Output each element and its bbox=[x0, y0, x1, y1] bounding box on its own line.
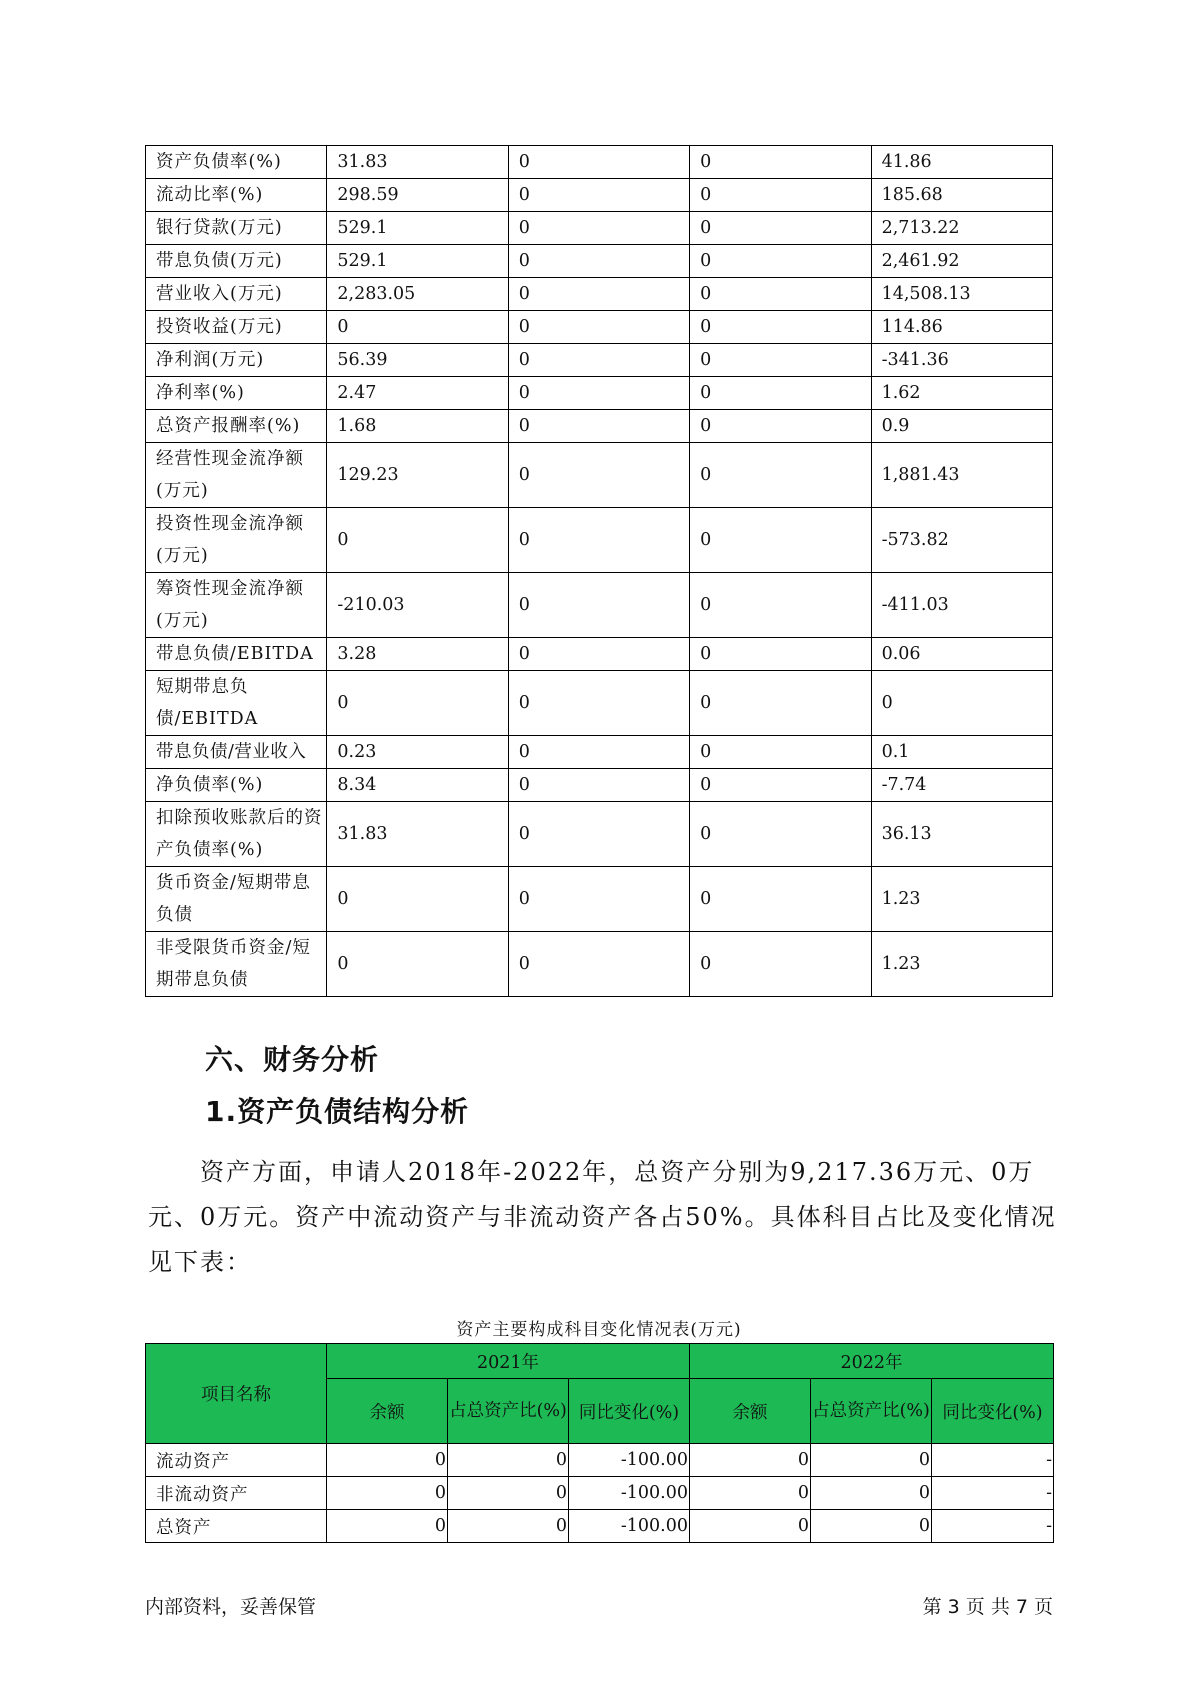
cell-value: 0 bbox=[508, 573, 689, 638]
subsection-heading: 1.资产负债结构分析 bbox=[205, 1095, 470, 1128]
cell-value: 0 bbox=[690, 377, 871, 410]
cell-value: -100.00 bbox=[569, 1510, 690, 1543]
cell-value: 1,881.43 bbox=[871, 443, 1052, 508]
cell-value: 0 bbox=[508, 245, 689, 278]
row-label: 非流动资产 bbox=[146, 1477, 327, 1510]
header-ratio bbox=[811, 1379, 932, 1444]
header-yoy: 同比变化(%) bbox=[569, 1379, 690, 1444]
cell-value: 0 bbox=[690, 1510, 811, 1543]
table-row bbox=[146, 671, 1053, 736]
cell-value: 0 bbox=[690, 311, 871, 344]
cell-value: 0 bbox=[508, 508, 689, 573]
cell-value: 1.23 bbox=[871, 867, 1052, 932]
row-label: 总资产报酬率(%) bbox=[146, 410, 327, 443]
table-row bbox=[146, 508, 1053, 573]
indicator-table bbox=[145, 145, 1053, 997]
cell-value: 0 bbox=[871, 671, 1052, 736]
body-paragraph: 资产方面，申请人2018年-2022年，总资产分别为9,217.36万元、0万元、0万元。资产中流动资产与非流动资产各占50%。具体科目占比及变化情况见下表： bbox=[148, 1158, 1057, 1276]
cell-value: 0 bbox=[811, 1444, 932, 1477]
header-balance: 余额 bbox=[327, 1379, 448, 1444]
cell-value: 0 bbox=[508, 736, 689, 769]
cell-value: 0 bbox=[690, 179, 871, 212]
cell-value: 0 bbox=[690, 508, 871, 573]
cell-value: 0 bbox=[327, 932, 508, 997]
table-row bbox=[146, 179, 1053, 212]
asset-structure-table bbox=[145, 1343, 1054, 1543]
cell-value: 0.1 bbox=[871, 736, 1052, 769]
cell-value: 0 bbox=[327, 1510, 448, 1543]
header-balance: 余额 bbox=[690, 1379, 811, 1444]
row-label: 总资产 bbox=[146, 1510, 327, 1543]
table-row bbox=[146, 146, 1053, 179]
cell-value: 0 bbox=[690, 671, 871, 736]
table-row bbox=[146, 1510, 1054, 1543]
cell-value: 0 bbox=[508, 638, 689, 671]
row-label: 资产负债率(%) bbox=[146, 146, 327, 179]
cell-value: 0 bbox=[508, 769, 689, 802]
table-row bbox=[146, 245, 1053, 278]
cell-value: 0 bbox=[508, 671, 689, 736]
cell-value: - bbox=[932, 1510, 1054, 1543]
cell-value: 0 bbox=[327, 1444, 448, 1477]
cell-value: 2.47 bbox=[327, 377, 508, 410]
cell-value: 2,283.05 bbox=[327, 278, 508, 311]
cell-value: 1.68 bbox=[327, 410, 508, 443]
table-row bbox=[146, 769, 1053, 802]
cell-value: -411.03 bbox=[871, 573, 1052, 638]
cell-value: 36.13 bbox=[871, 802, 1052, 867]
cell-value: 0 bbox=[508, 443, 689, 508]
cell-value: 0 bbox=[690, 573, 871, 638]
cell-value: 0 bbox=[690, 802, 871, 867]
cell-value: - bbox=[932, 1444, 1054, 1477]
cell-value: -100.00 bbox=[569, 1477, 690, 1510]
cell-value: 0 bbox=[448, 1444, 569, 1477]
cell-value: 0 bbox=[508, 377, 689, 410]
cell-value: 0 bbox=[508, 867, 689, 932]
header-ratio-label: 占总资产比(%) bbox=[812, 1401, 930, 1421]
table-caption: 资产主要构成科目变化情况表(万元) bbox=[456, 1320, 742, 1340]
header-yoy: 同比变化(%) bbox=[932, 1379, 1054, 1444]
table-row bbox=[146, 311, 1053, 344]
row-label: 投资收益(万元) bbox=[146, 311, 327, 344]
cell-value: -341.36 bbox=[871, 344, 1052, 377]
cell-value: 14,508.13 bbox=[871, 278, 1052, 311]
cell-value: 0 bbox=[508, 278, 689, 311]
cell-value: 0 bbox=[690, 932, 871, 997]
cell-value: 0 bbox=[327, 1477, 448, 1510]
cell-value: 0 bbox=[811, 1510, 932, 1543]
cell-value: 0 bbox=[690, 443, 871, 508]
cell-value: 0 bbox=[508, 802, 689, 867]
row-label: 流动比率(%) bbox=[146, 179, 327, 212]
table-row bbox=[146, 867, 1053, 932]
row-label: 货币资金/短期带息负债 bbox=[146, 867, 327, 932]
cell-value: -210.03 bbox=[327, 573, 508, 638]
table-row bbox=[146, 638, 1053, 671]
cell-value: 56.39 bbox=[327, 344, 508, 377]
row-label: 筹资性现金流净额(万元) bbox=[146, 573, 327, 638]
cell-value: 0 bbox=[508, 212, 689, 245]
row-label: 带息负债/EBITDA bbox=[146, 638, 327, 671]
table-row bbox=[146, 802, 1053, 867]
cell-value: 0.06 bbox=[871, 638, 1052, 671]
footer-confidential-note: 内部资料，妥善保管 bbox=[145, 1596, 317, 1618]
cell-value: 0 bbox=[508, 410, 689, 443]
cell-value: 8.34 bbox=[327, 769, 508, 802]
cell-value: 2,461.92 bbox=[871, 245, 1052, 278]
row-label: 非受限货币资金/短期带息负债 bbox=[146, 932, 327, 997]
row-label: 扣除预收账款后的资产负债率(%) bbox=[146, 802, 327, 867]
row-label: 投资性现金流净额(万元) bbox=[146, 508, 327, 573]
row-label: 净利润(万元) bbox=[146, 344, 327, 377]
cell-value: 0.9 bbox=[871, 410, 1052, 443]
footer-page-number: 第 3 页 共 7 页 bbox=[922, 1596, 1053, 1618]
row-label: 带息负债(万元) bbox=[146, 245, 327, 278]
cell-value: 0 bbox=[327, 311, 508, 344]
table-row bbox=[146, 278, 1053, 311]
section-heading: 六、财务分析 bbox=[205, 1043, 380, 1076]
cell-value: 2,713.22 bbox=[871, 212, 1052, 245]
row-label: 净利率(%) bbox=[146, 377, 327, 410]
cell-value: 0 bbox=[690, 1477, 811, 1510]
cell-value: 0 bbox=[508, 311, 689, 344]
cell-value: 529.1 bbox=[327, 245, 508, 278]
row-label: 净负债率(%) bbox=[146, 769, 327, 802]
table-row bbox=[146, 932, 1053, 997]
cell-value: -100.00 bbox=[569, 1444, 690, 1477]
cell-value: 0 bbox=[508, 146, 689, 179]
table-row bbox=[146, 573, 1053, 638]
cell-value: 0 bbox=[690, 212, 871, 245]
row-label: 带息负债/营业收入 bbox=[146, 736, 327, 769]
cell-value: 0 bbox=[811, 1477, 932, 1510]
row-label: 银行贷款(万元) bbox=[146, 212, 327, 245]
cell-value: - bbox=[932, 1477, 1054, 1510]
cell-value: 129.23 bbox=[327, 443, 508, 508]
table-row bbox=[146, 212, 1053, 245]
cell-value: 0 bbox=[448, 1477, 569, 1510]
cell-value: 31.83 bbox=[327, 802, 508, 867]
cell-value: -7.74 bbox=[871, 769, 1052, 802]
cell-value: 0 bbox=[327, 508, 508, 573]
header-item-name: 项目名称 bbox=[146, 1344, 327, 1444]
cell-value: 0 bbox=[508, 179, 689, 212]
table-row bbox=[146, 377, 1053, 410]
table-row bbox=[146, 1477, 1054, 1510]
cell-value: 0 bbox=[690, 769, 871, 802]
table-row bbox=[146, 1444, 1054, 1477]
cell-value: 0 bbox=[690, 410, 871, 443]
cell-value: 41.86 bbox=[871, 146, 1052, 179]
header-year-2022: 2022年 bbox=[690, 1344, 1054, 1379]
cell-value: 0 bbox=[690, 1444, 811, 1477]
cell-value: 1.23 bbox=[871, 932, 1052, 997]
cell-value: 0 bbox=[327, 671, 508, 736]
cell-value: 0 bbox=[690, 638, 871, 671]
cell-value: 0 bbox=[508, 344, 689, 377]
header-ratio bbox=[448, 1379, 569, 1444]
cell-value: -573.82 bbox=[871, 508, 1052, 573]
cell-value: 0 bbox=[690, 736, 871, 769]
cell-value: 185.68 bbox=[871, 179, 1052, 212]
cell-value: 0 bbox=[508, 932, 689, 997]
cell-value: 0 bbox=[690, 146, 871, 179]
header-row bbox=[146, 1344, 1054, 1379]
table-row bbox=[146, 443, 1053, 508]
table-row bbox=[146, 344, 1053, 377]
cell-value: 1.62 bbox=[871, 377, 1052, 410]
cell-value: 0 bbox=[690, 278, 871, 311]
cell-value: 0.23 bbox=[327, 736, 508, 769]
table-row bbox=[146, 410, 1053, 443]
header-ratio-label: 占总资产比(%) bbox=[449, 1401, 567, 1421]
cell-value: 3.28 bbox=[327, 638, 508, 671]
row-label: 经营性现金流净额(万元) bbox=[146, 443, 327, 508]
cell-value: 0 bbox=[327, 867, 508, 932]
cell-value: 298.59 bbox=[327, 179, 508, 212]
cell-value: 0 bbox=[690, 867, 871, 932]
cell-value: 31.83 bbox=[327, 146, 508, 179]
row-label: 短期带息负债/EBITDA bbox=[146, 671, 327, 736]
table-row bbox=[146, 736, 1053, 769]
row-label: 营业收入(万元) bbox=[146, 278, 327, 311]
cell-value: 529.1 bbox=[327, 212, 508, 245]
cell-value: 114.86 bbox=[871, 311, 1052, 344]
cell-value: 0 bbox=[690, 245, 871, 278]
header-year-2021: 2021年 bbox=[327, 1344, 690, 1379]
cell-value: 0 bbox=[690, 344, 871, 377]
cell-value: 0 bbox=[448, 1510, 569, 1543]
row-label: 流动资产 bbox=[146, 1444, 327, 1477]
